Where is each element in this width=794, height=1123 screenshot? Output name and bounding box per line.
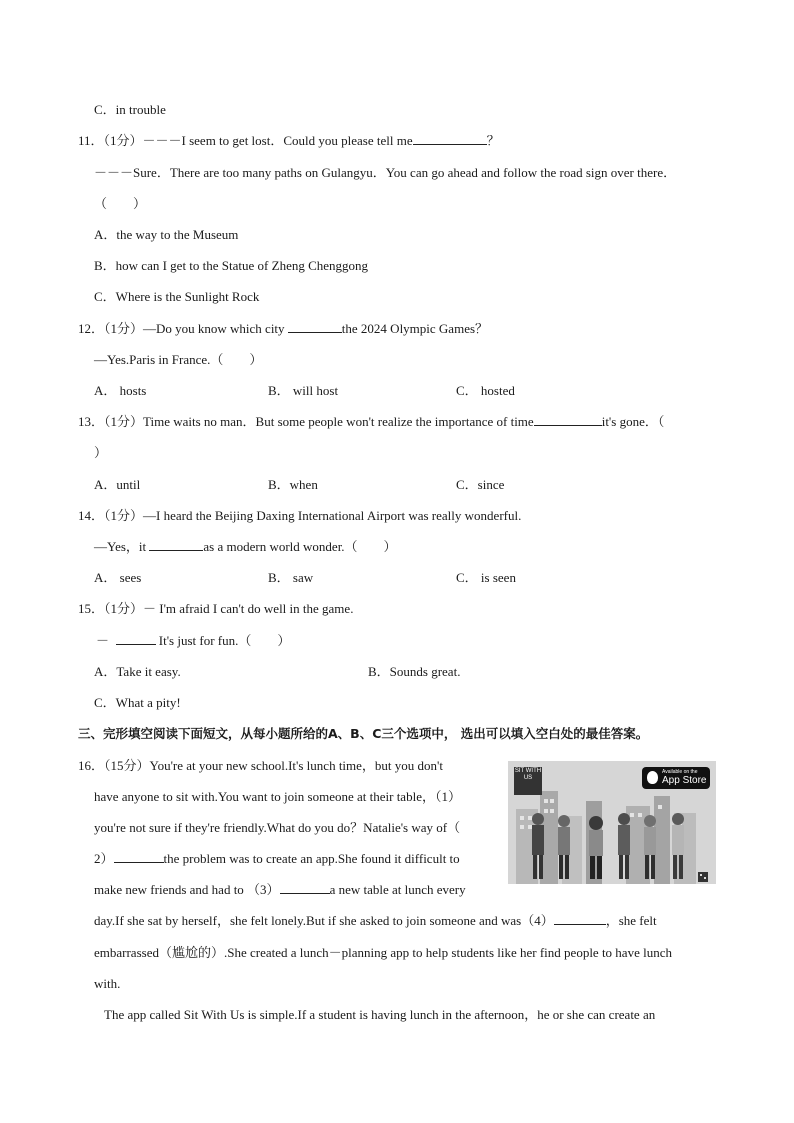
q11-stem-end: ？ (486, 133, 500, 148)
q13-option-b[interactable]: B．when (268, 477, 318, 492)
sit-with-us-logo: SIT WITH US (514, 767, 542, 795)
q16-line6-end: ，she felt (605, 913, 657, 928)
apple-icon (647, 771, 658, 784)
q13-option-c[interactable]: C．since (456, 477, 505, 492)
section3-title: 三、完形填空阅读下面短文，从每小题所给的A、B、C三个选项中， 选出可以填入空白处的最佳答案。 (78, 726, 649, 741)
q11-bracket: （ ） (94, 196, 147, 211)
q16-line6 (94, 912, 657, 930)
q15-stem: 15．（1分）－ I'm afraid I can't do well in the game. (78, 601, 354, 616)
q16-line4-start: 2） (94, 851, 114, 866)
q12-stem-start: 12．（1分）—Do you know which city (78, 321, 285, 336)
q16-line1: 16．（15分）You're at your new school.It's lunch time，but you don't (78, 758, 443, 773)
q15-blank[interactable] (116, 632, 156, 645)
q16-line8: with. (94, 976, 121, 991)
q16-line7: embarrassed（尴尬的）.She created a lunch－planning app to help students like her find people to have lunch (94, 945, 672, 960)
q11-stem (78, 132, 500, 150)
q12-blank[interactable] (288, 320, 342, 333)
q16-line4-end: the problem was to create an app.She found it difficult to (163, 851, 460, 866)
q16-blank-2[interactable] (114, 850, 164, 863)
q13-stem-start: 13．（1分）Time waits no man．But some people won't realize the importance of time (78, 414, 534, 429)
q14-stem: 14．（1分）—I heard the Beijing Daxing International Airport was really wonderful. (78, 508, 522, 523)
q16-line2: have anyone to sit with.You want to join someone at their table，（1） (94, 789, 461, 804)
q14-line2-start: —Yes，it (94, 539, 147, 554)
q14-line2 (94, 538, 397, 556)
q14-blank[interactable] (149, 538, 203, 551)
q15-option-b[interactable]: B．Sounds great. (368, 664, 461, 679)
q13-blank[interactable] (534, 413, 602, 426)
q16-blank-3[interactable] (280, 881, 330, 894)
q11-stem-text: 11．（1分）－－－I seem to get lost．Could you please tell me (78, 133, 413, 148)
app-store-badge-text: App Store (662, 775, 707, 786)
q15-line2-start: － (96, 633, 110, 648)
q16-line4 (94, 850, 460, 868)
q15-line2 (96, 632, 290, 650)
app-store-badge (642, 767, 710, 789)
q16-line5-start: make new friends and had to （3） (94, 882, 280, 897)
q13-stem (78, 413, 664, 431)
q16-blank-4[interactable] (554, 912, 606, 925)
q14-option-b[interactable]: B． saw (268, 570, 314, 585)
q13-option-a[interactable]: A．until (94, 477, 141, 492)
q11-line2: －－－Sure．There are too many paths on Gulangyu．You can go ahead and follow the road sign over there． (94, 165, 677, 180)
q16-line6-start: day.If she sat by herself，she felt lonely.But if she asked to join someone and was（4） (94, 913, 554, 928)
q11-option-a[interactable]: A．the way to the Museum (94, 227, 239, 242)
q12-line2: —Yes.Paris in France.（ ） (94, 352, 263, 367)
q15-option-c[interactable]: C．What a pity! (94, 695, 181, 710)
q12-stem-end: the 2024 Olympic Games？ (341, 321, 489, 336)
q11-option-b[interactable]: B．how can I get to the Statue of Zheng Chenggong (94, 258, 369, 273)
q12-option-b[interactable]: B． will host (268, 383, 339, 398)
q16-line5 (94, 881, 466, 899)
app-store-badge-small-text: Available on the (662, 769, 698, 775)
q12-stem (78, 320, 488, 338)
q15-option-a[interactable]: A．Take it easy. (94, 664, 181, 679)
sit-with-us-illustration (508, 761, 716, 884)
q16-line5-end: a new table at lunch every (329, 882, 466, 897)
q16-line3: you're not sure if they're friendly.What do you do？Natalie's way of（ (94, 820, 461, 835)
q11-blank[interactable] (413, 132, 487, 145)
q13-stem-end: it's gone．（ (601, 414, 665, 429)
q12-option-a[interactable]: A． hosts (94, 383, 147, 398)
q14-option-a[interactable]: A． sees (94, 570, 142, 585)
q11-option-c[interactable]: C．Where is the Sunlight Rock (94, 289, 260, 304)
q14-option-c[interactable]: C． is seen (456, 570, 516, 585)
q10-option-c: C．in trouble (94, 102, 166, 117)
q13-line2: ） (94, 445, 108, 460)
q16-line9: The app called Sit With Us is simple.If a student is having lunch in the afternoon，he or she can create an (104, 1007, 656, 1022)
q15-line2-end: It's just for fun.（ ） (158, 633, 291, 648)
q12-option-c[interactable]: C． hosted (456, 383, 515, 398)
q14-line2-end: as a modern world wonder.（ ） (203, 539, 397, 554)
